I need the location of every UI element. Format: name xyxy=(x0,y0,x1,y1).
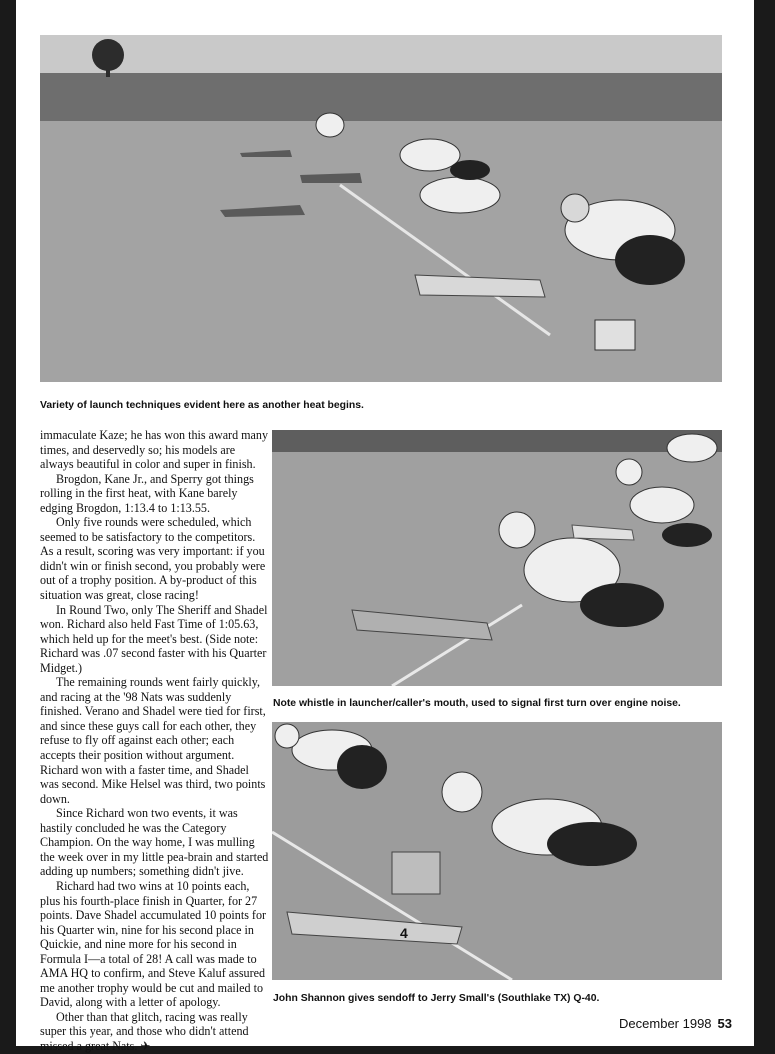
issue-date: December 1998 xyxy=(619,1016,712,1031)
photo-caption: John Shannon gives sendoff to Jerry Small's (Southlake TX) Q-40. xyxy=(273,993,600,1004)
photo-caption: Variety of launch techniques evident here as another heat begins. xyxy=(40,400,364,411)
page-number: 53 xyxy=(717,1016,732,1031)
magazine-page xyxy=(16,0,754,1053)
photo-launcher-whistle xyxy=(272,430,722,686)
plane-number: 4 xyxy=(400,925,408,941)
article-paragraph: Richard had two wins at 10 points each, plus his fourth-place finish in Quarter, for 27 points. Dave Shadel accumulated 10 points for his Quarter win, nine for his second place in Quickie, and nine more for his second in Formula I—a total of 28! A call was made to AMA HQ to confirm, and Steve Kaluf assured me another trophy would be cut and mailed to David, along with a letter of apology. xyxy=(40,878,267,1010)
article-paragraph: Brogdon, Kane Jr., and Sperry got things rolling in the first heat, with Kane barely edging Brogdon, 1:13.4 to 1:13.55. xyxy=(40,471,254,515)
article-paragraph: Only five rounds were scheduled, which seemed to be satisfactory to the competitors. As a result, scoring was very important: if you didn't win or finish second, you probably were out of a trophy position. A by-product of this situation was great, close racing! xyxy=(40,515,266,603)
photo-sendoff xyxy=(272,722,722,980)
article-paragraph: In Round Two, only The Sheriff and Shadel won. Richard also held Fast Time of 1:05.63, which held up for the meet's best. (Side note: Richard was .07 second faster with his Quarter Midget.) xyxy=(40,602,268,675)
article-paragraph: The remaining rounds went fairly quickly, and racing at the '98 Nats was suddenly finished. Verano and Shadel were tied for first, and since these guys call for each other, they refuse to fly off against each other; each accepts their position without argument. Richard won with a faster time, and Shadel was second. Mike Helsel was third, two points down. xyxy=(40,675,266,806)
article-paragraph: Since Richard won two events, it was hastily concluded he was the Category Champion. On the way home, I was mulling the week over in my little pea-brain and started adding up numbers; something didn't jive. xyxy=(40,806,269,879)
page-footer xyxy=(619,1016,732,1031)
article-body xyxy=(40,428,270,1054)
photo-caption: Note whistle in launcher/caller's mouth, used to signal first turn over engine noise. xyxy=(273,698,681,709)
article-paragraph: Other than that glitch, racing was really super this year, and those who didn't attend missed a great Nats. ✈ xyxy=(40,1009,249,1053)
article-paragraph: immaculate Kaze; he has won this award many times, and deservedly so; his models are always beautiful in color and super in finish. xyxy=(40,428,269,472)
photo-launch-techniques xyxy=(40,35,722,382)
